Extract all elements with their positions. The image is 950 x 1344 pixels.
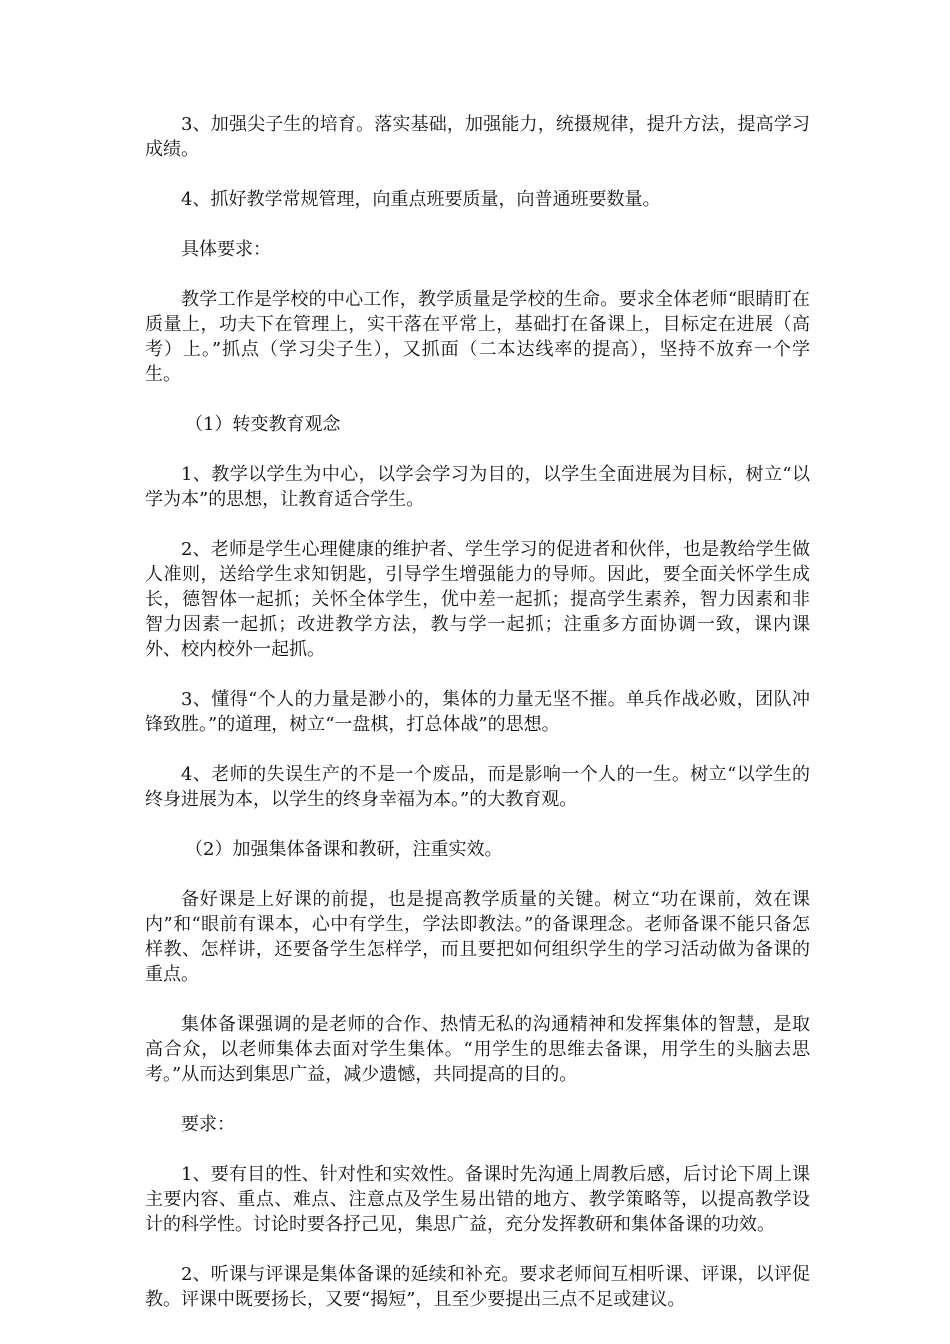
section-heading-collective-prep: （2）加强集体备课和教研，注重实效。: [185, 839, 503, 860]
paragraph-requirements-heading: 要求：: [181, 1114, 235, 1135]
paragraph-specific-requirements-heading: 具体要求：: [181, 239, 271, 260]
paragraph-student-centered: 1、教学以学生为中心，以学会学习为目的，以学生全面进展为目标，树立“以学为本”的思想，让教育适合学生。: [145, 464, 810, 510]
paragraph-cultivate-top-students: 3、加强尖子生的培育。落实基础，加强能力，统摄规律，提升方法，提高学习成绩。: [145, 114, 810, 160]
paragraph-requirement-observe-evaluate: 2、听课与评课是集体备课的延续和补充。要求老师间互相听课、评课，以评促教。评课中既要扬长，又要“揭短”，且至少要提出三点不足或建议。: [145, 1264, 810, 1310]
paragraph-collective-prep-emphasis: 集体备课强调的是老师的合作、热情无私的沟通精神和发挥集体的智慧，是取高合众，以老师集体去面对学生集体。“用学生的思维去备课，用学生的头脑去思考。”从而达到集思广益，减少遗憾，共同提高的目的。: [145, 1014, 810, 1085]
paragraph-teacher-role: 2、老师是学生心理健康的维护者、学生学习的促进者和伙伴，也是教给学生做人准则，送给学生求知钥匙，引导学生增强能力的导师。因此，要全面关怀学生成长，德智体一起抓；关怀全体学生，优中差一起抓；提高学生素养，智力因素和非智力因素一起抓；改进教学方法，教与学一起抓；注重多方面协调一致，课内课外、校内校外一起抓。: [145, 539, 810, 660]
section-heading-change-concepts: （1）转变教育观念: [185, 414, 341, 435]
paragraph-lesson-prep: 备好课是上好课的前提，也是提高教学质量的关键。树立“功在课前，效在课内”和“眼前有课本，心中有学生，学法即教法。”的备课理念。老师备课不能只备怎样教、怎样讲，还要备学生怎样学，而且要把如何组织学生的学习活动做为备课的重点。: [145, 889, 810, 985]
paragraph-teaching-center: 教学工作是学校的中心工作，教学质量是学校的生命。要求全体老师“眼睛盯在质量上，功夫下在管理上，实干落在平常上，基础打在备课上，目标定在进展（高考）上。”抓点（学习尖子生），又抓面（二本达线率的提高），坚持不放弃一个学生。: [145, 289, 810, 385]
paragraph-education-view: 4、老师的失误生产的不是一个废品，而是影响一个人的一生。树立“以学生的终身进展为本，以学生的终身幸福为本。”的大教育观。: [145, 764, 810, 810]
paragraph-collective-strength: 3、懂得“个人的力量是渺小的，集体的力量无坚不摧。单兵作战必败，团队冲锋致胜。”的道理，树立“一盘棋，打总体战”的思想。: [145, 689, 810, 735]
paragraph-teaching-routine: 4、抓好教学常规管理，向重点班要质量，向普通班要数量。: [181, 189, 661, 210]
paragraph-requirement-purpose: 1、要有目的性、针对性和实效性。备课时先沟通上周教后感，后讨论下周上课主要内容、重点、难点、注意点及学生易出错的地方、教学策略等，以提高教学设计的科学性。讨论时要各抒己见，集思广益，充分发挥教研和集体备课的功效。: [145, 1164, 810, 1235]
document-body: [145, 112, 810, 1337]
